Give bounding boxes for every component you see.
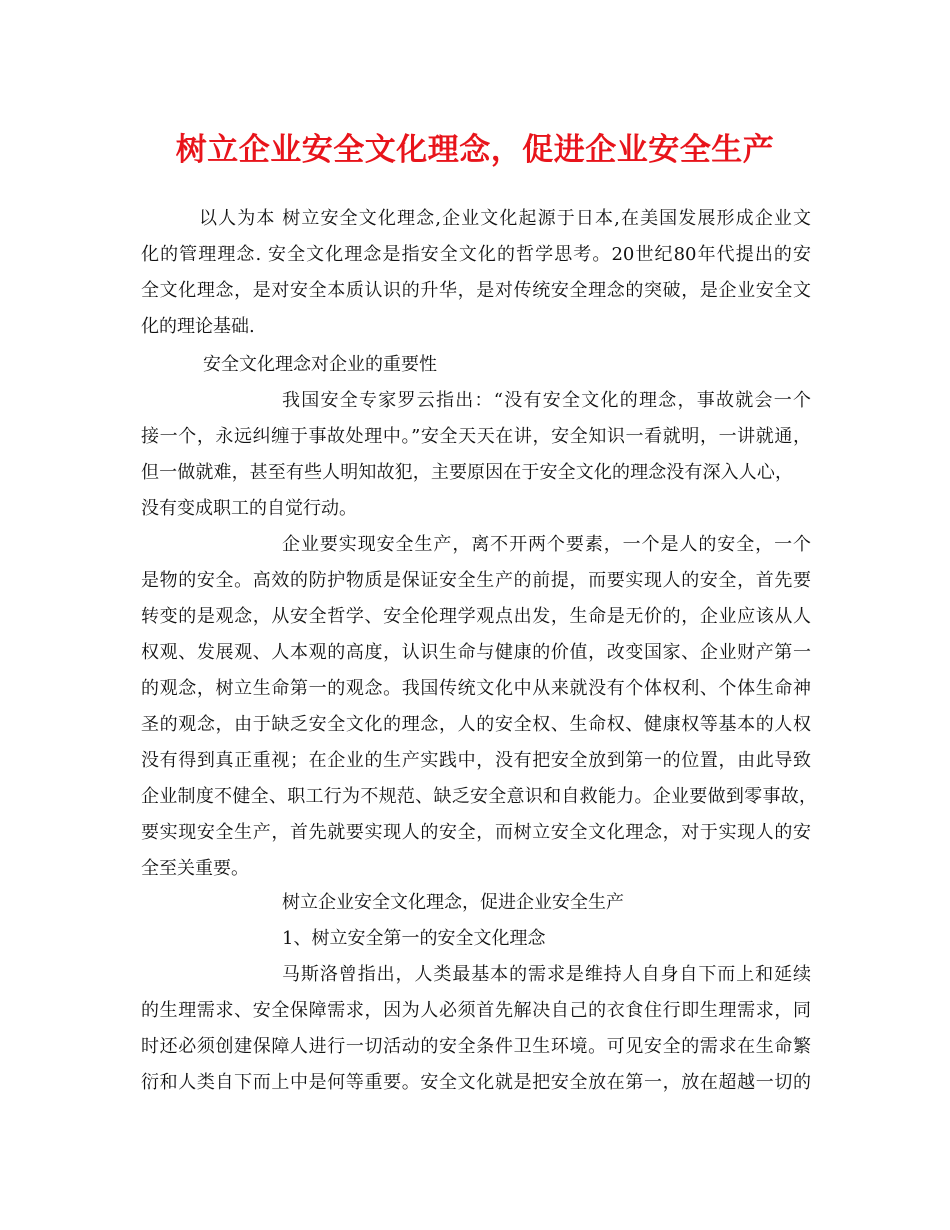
paragraph-line: 圣的观念，由于缺乏安全文化的理念，人的安全权、生命权、健康权等基本的人权	[141, 714, 811, 735]
paragraph-line: 我国安全专家罗云指出：“没有安全文化的理念，事故就会一个	[282, 390, 811, 411]
paragraph-line: 没有变成职工的自觉行动。	[141, 498, 357, 519]
paragraph-line: 企业要实现安全生产，离不开两个要素，一个是人的安全，一个	[282, 534, 811, 555]
paragraph-line: 的生理需求、安全保障需求，因为人必须首先解决自己的衣食住行即生理需求，同	[141, 1000, 811, 1021]
paragraph-line: 时还必须创建保障人进行一切活动的安全条件卫生环境。可见安全的需求在生命繁	[141, 1036, 811, 1057]
paragraph-line: 化的理论基础.	[141, 316, 255, 337]
subsection-heading: 1、树立安全第一的安全文化理念	[282, 928, 546, 949]
section-heading: 安全文化理念对企业的重要性	[203, 354, 437, 375]
paragraph-line: 马斯洛曾指出，人类最基本的需求是维持人自身自下而上和延续	[282, 964, 811, 985]
paragraph-line: 没有得到真正重视；在企业的生产实践中，没有把安全放到第一的位置，由此导致	[141, 750, 811, 771]
paragraph-line: 以人为本 树立安全文化理念,企业文化起源于日本,在美国发展形成企业文	[199, 208, 811, 229]
paragraph-line: 的观念，树立生命第一的观念。我国传统文化中从来就没有个体权利、个体生命神	[141, 678, 811, 699]
paragraph-line: 但一做就难，甚至有些人明知故犯，主要原因在于安全文化的理念没有深入人心，	[141, 462, 793, 483]
paragraph-line: 接一个，永远纠缠于事故处理中。”安全天天在讲，安全知识一看就明，一讲就通，	[141, 426, 811, 447]
document-title: 树立企业安全文化理念，促进企业安全生产	[175, 132, 775, 168]
section-heading: 树立企业安全文化理念，促进企业安全生产	[282, 892, 624, 913]
paragraph-line: 全至关重要。	[141, 858, 249, 879]
paragraph-line: 衍和人类自下而上中是何等重要。安全文化就是把安全放在第一，放在超越一切的	[141, 1072, 811, 1093]
paragraph-line: 企业制度不健全、职工行为不规范、缺乏安全意识和自救能力。企业要做到零事故，	[141, 786, 817, 807]
paragraph-line: 转变的是观念，从安全哲学、安全伦理学观点出发，生命是无价的，企业应该从人	[141, 606, 811, 627]
paragraph-line: 要实现安全生产，首先就要实现人的安全，而树立安全文化理念，对于实现人的安	[141, 822, 811, 843]
paragraph-line: 权观、发展观、人本观的高度，认识生命与健康的价值，改变国家、企业财产第一	[141, 642, 811, 663]
paragraph-line: 全文化理念，是对安全本质认识的升华，是对传统安全理念的突破，是企业安全文	[141, 280, 811, 301]
paragraph-line: 是物的安全。高效的防护物质是保证安全生产的前提，而要实现人的安全，首先要	[141, 570, 811, 591]
paragraph-line: 化的管理理念. 安全文化理念是指安全文化的哲学思考。20世纪80年代提出的安	[141, 244, 811, 265]
